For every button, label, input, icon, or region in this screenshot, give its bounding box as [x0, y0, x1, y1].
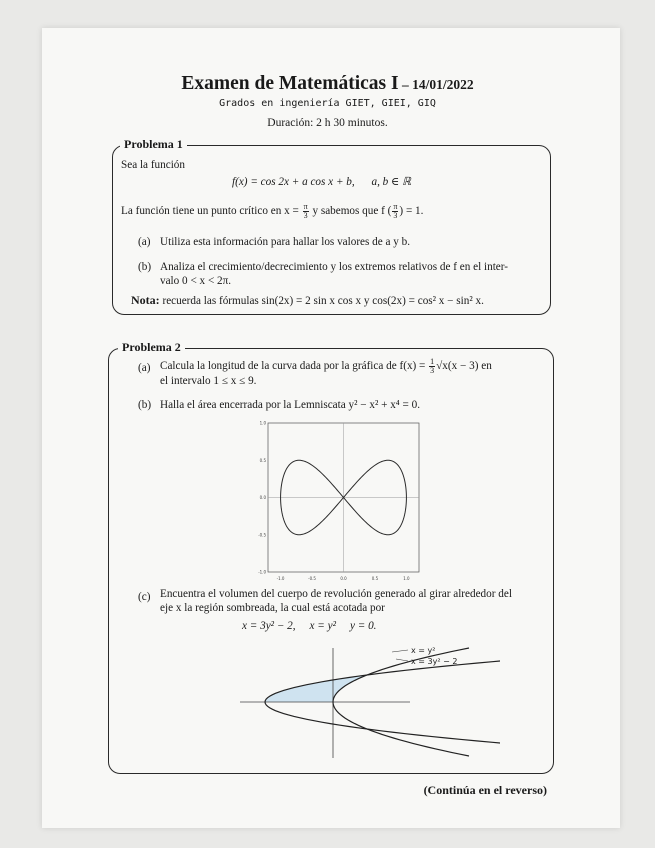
- degree-list: Grados en ingeniería GIET, GIEI, GIQ: [219, 98, 436, 109]
- p2-part-b-label: (b): [138, 399, 152, 411]
- p1-part-b-line1: Analiza el crecimiento/decrecimiento y los extremos relativos de f en el inter-: [160, 261, 508, 273]
- p2-part-a-line1: Calcula la longitud de la curva dada por la gráfica de f(x) = $\frac{1}{3}$ √x(x − 3) en: [160, 357, 492, 375]
- p2-part-b: Halla el área encerrada por la Lemniscata y² − x² + x⁴ = 0.: [160, 399, 421, 411]
- x-tick-label: -1.0: [276, 576, 285, 581]
- exam-duration: Duración: 2 h 30 minutos.: [267, 117, 388, 129]
- exam-date: 14/01/2022: [412, 77, 474, 92]
- p2-part-a-label: (a): [138, 362, 151, 374]
- curve-label-3y2: x = 3y² − 2: [411, 657, 458, 666]
- p1-critical-point: La función tiene un punto crítico en x = $\frac{\pi}{3}$ y sabemos que f ( $\frac{\pi}{3}$ ) = 1.: [121, 202, 424, 220]
- problem-1-label: Problema 1: [120, 137, 187, 152]
- shaded-region: [265, 675, 367, 702]
- p1-function-equation: f(x) = cos 2x + a cos x + b, a, b ∈ ℝ: [232, 176, 411, 188]
- revolution-region-sketch: [230, 638, 500, 766]
- problem-2-label: Problema 2: [118, 340, 185, 355]
- p1-part-b-label: (b): [138, 261, 152, 273]
- p1-part-b-line2: valo 0 < x < 2π.: [160, 275, 232, 287]
- p2-part-c-line1: Encuentra el volumen del cuerpo de revolución generado al girar alrededor del: [160, 588, 512, 600]
- x-tick-label: 0.5: [371, 576, 379, 581]
- x-tick-label: 1.0: [403, 576, 410, 581]
- p1-intro: Sea la función: [121, 159, 185, 171]
- x-tick-label: -0.5: [308, 576, 316, 581]
- continue-on-back: (Continúa en el reverso): [423, 783, 547, 797]
- p2-part-c-line2: eje x la región sombreada, la cual está acotada por: [160, 602, 385, 614]
- p2-part-a-line2: el intervalo 1 ≤ x ≤ 9.: [160, 375, 257, 387]
- x-tick-label: 0.0: [340, 576, 347, 581]
- p1-note: Nota: recuerda las fórmulas sin(2x) = 2 sin x cos x y cos(2x) = cos² x − sin² x.: [131, 293, 484, 307]
- y-tick-label: 0.0: [259, 495, 266, 500]
- y-tick-label: 0.5: [259, 457, 266, 463]
- lemniscate-plot: [255, 414, 430, 586]
- p2-boundaries: x = 3y² − 2, x = y² y = 0.: [242, 620, 377, 632]
- curve-label-y2: x = y²: [411, 646, 436, 655]
- p1-part-a: Utiliza esta información para hallar los valores de a y b.: [160, 236, 411, 248]
- exam-title: Examen de Matemáticas I – 14/01/2022: [181, 73, 474, 94]
- p1-part-a-label: (a): [138, 236, 151, 248]
- p2-part-c-label: (c): [138, 591, 151, 603]
- y-tick-label: -1.0: [258, 569, 266, 575]
- y-tick-label: 1.0: [259, 420, 266, 426]
- y-tick-label: -0.5: [258, 532, 266, 538]
